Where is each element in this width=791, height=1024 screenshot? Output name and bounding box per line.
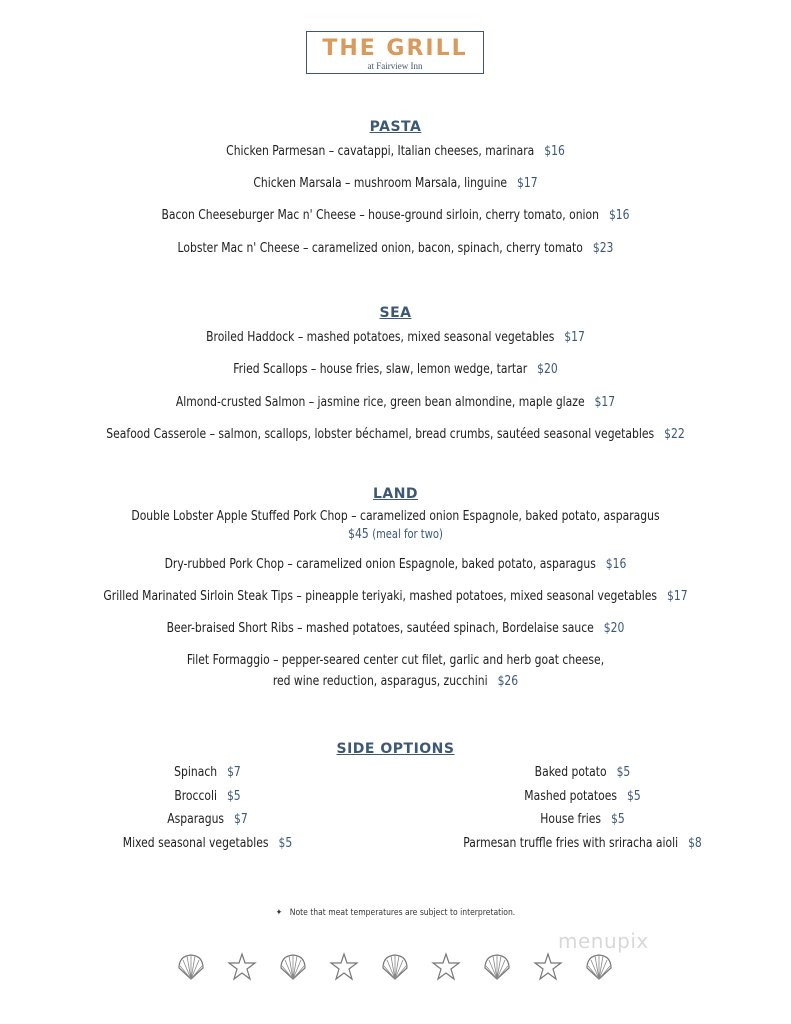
item-price: $17 (594, 395, 616, 410)
side-price: $5 (626, 788, 641, 804)
item-text: Fried Scallops – house fries, slaw, lemon wedge, tartar (233, 362, 528, 377)
item-text: Chicken Parmesan – cavatappi, Italian cheeses, marinara (226, 144, 535, 159)
menu-item (67, 239, 724, 258)
item-text: Bacon Cheeseburger Mac n' Cheese – house-ground sirloin, cherry tomato, onion (161, 208, 599, 223)
footnote (59, 908, 731, 918)
item-price: $45 (348, 527, 369, 542)
menu-item (67, 507, 724, 526)
item-text: Broiled Haddock – mashed potatoes, mixed seasonal vegetables (206, 330, 555, 345)
seashell-icon (175, 952, 207, 982)
starfish-icon (226, 952, 258, 982)
section-title-sea: SEA (379, 305, 412, 321)
item-price: $20 (603, 621, 625, 636)
footnote-text: Note that meat temperatures are subject to interpretation. (289, 908, 516, 918)
item-text: Beer-braised Short Ribs – mashed potatoes, sautéed spinach, Bordelaise sauce (166, 621, 594, 636)
item-note: (meal for two) (372, 527, 443, 541)
side-item (110, 808, 305, 832)
land-section (0, 485, 791, 691)
starfish-icon (532, 952, 564, 982)
logo-subtitle: at Fairview Inn (367, 61, 423, 71)
decorative-border (175, 950, 615, 984)
menu-item-price-line (67, 526, 724, 543)
seashell-icon (481, 952, 513, 982)
menu-item (67, 587, 724, 606)
side-text: Baked potato (534, 765, 607, 780)
seashell-icon (277, 952, 309, 982)
menu-item (67, 328, 724, 347)
item-text: Grilled Marinated Sirloin Steak Tips – pineapple teriyaki, mashed potatoes, mixed seasonal vegetables (103, 589, 658, 604)
sides-section-header (0, 740, 791, 758)
star-icon: ✦ (275, 908, 283, 918)
item-price: $20 (537, 362, 558, 377)
pasta-section (0, 118, 791, 258)
side-item (431, 761, 734, 785)
side-item (110, 832, 305, 856)
item-price: $16 (544, 144, 565, 159)
side-text: Spinach (174, 765, 218, 780)
side-item (431, 785, 734, 809)
menu-item (67, 360, 724, 379)
menu-item (67, 555, 724, 574)
side-price: $8 (688, 835, 702, 851)
side-price: $5 (616, 765, 631, 780)
side-text: Mixed seasonal vegetables (122, 835, 269, 851)
menu-item (67, 425, 724, 444)
side-item (110, 761, 305, 785)
menu-item-continued (67, 672, 724, 691)
sides-left-column (90, 761, 325, 855)
side-text: Parmesan truffle fries with sriracha aioli (463, 835, 679, 851)
item-text: red wine reduction, asparagus, zucchini (272, 674, 488, 689)
side-text: Asparagus (167, 812, 225, 827)
side-item (110, 785, 305, 809)
seashell-icon (379, 952, 411, 982)
menu-item (67, 142, 724, 161)
side-price: $7 (227, 765, 241, 780)
item-text: Dry-rubbed Pork Chop – caramelized onion Espagnole, baked potato, asparagus (164, 557, 596, 572)
menu-item (67, 393, 724, 412)
side-text: Broccoli (174, 788, 217, 804)
side-price: $5 (226, 788, 241, 804)
side-price: $7 (234, 812, 248, 827)
sides-right-column (400, 761, 765, 855)
menu-item (67, 651, 724, 670)
item-price: $16 (605, 557, 627, 572)
item-text: Double Lobster Apple Stuffed Pork Chop – caramelized onion Espagnole, baked potato, asparagus (131, 509, 660, 524)
item-text: Filet Formaggio – pepper-seared center cut filet, garlic and herb goat cheese, (186, 653, 605, 668)
item-price: $26 (497, 674, 519, 689)
menu-item (67, 174, 724, 193)
item-text: Almond-crusted Salmon – jasmine rice, green bean almondine, maple glaze (175, 395, 585, 410)
item-price: $17 (564, 330, 585, 345)
side-text: Mashed potatoes (524, 788, 617, 804)
menu-item (67, 206, 724, 225)
logo (306, 31, 484, 74)
item-text: Chicken Marsala – mushroom Marsala, linguine (253, 176, 508, 191)
section-title-pasta: PASTA (369, 119, 422, 135)
item-price: $16 (608, 208, 630, 223)
side-item (431, 832, 734, 856)
sides-section (0, 761, 791, 861)
item-price: $17 (517, 176, 538, 191)
seashell-icon (583, 952, 615, 982)
side-price: $5 (278, 835, 293, 851)
item-price: $23 (592, 241, 614, 256)
item-price: $22 (664, 427, 685, 442)
side-text: House fries (540, 812, 602, 827)
section-title-sides: SIDE OPTIONS (336, 741, 455, 757)
logo-title: THE GRILL (322, 36, 468, 61)
menu-item (67, 619, 724, 638)
side-price: $5 (610, 812, 625, 827)
section-title-land: LAND (372, 486, 419, 502)
watermark: menupix (558, 929, 649, 953)
starfish-icon (328, 952, 360, 982)
sea-section (0, 304, 791, 444)
starfish-icon (430, 952, 462, 982)
side-item (431, 808, 734, 832)
item-text: Lobster Mac n' Cheese – caramelized onion, bacon, spinach, cherry tomato (177, 241, 583, 256)
item-price: $17 (666, 589, 688, 604)
item-text: Seafood Casserole – salmon, scallops, lobster béchamel, bread crumbs, sautéed seasonal vegetables (106, 427, 655, 442)
